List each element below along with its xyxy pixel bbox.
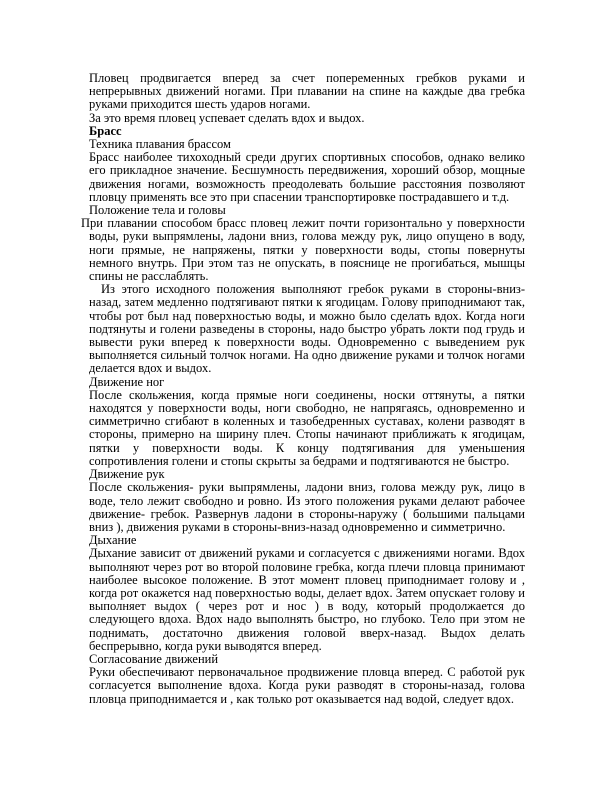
subheading-leg-movement: Движение ног xyxy=(89,374,165,389)
subheading-breathing: Дыхание xyxy=(89,533,137,548)
paragraph-coordination: Руки обеспечивают первоначальное продвижение пловца вперед. С работой рук согласуется выполнение вдоха. Когда руки разводят в стороны-назад, голова пловца приподнимается и , как только рот оказывается над водой, следует вдох. xyxy=(89,665,525,706)
paragraph-technique: Брасс наиболее тихоходный среди других спортивных способов, однако велико его прикладное значение. Бесшумность передвижения, хороший обзор, мощные движения ногами, возможность преодолевать большие расстояния позволяют пловцу применять все это при спасении транспортировке пострадавшего и т.д. xyxy=(89,150,525,204)
paragraph-starting-position: Из этого исходного положения выполняют гребок руками в стороны-вниз-назад, затем медленно подтягивают пятки к ягодицам. Голову приподнимают так, чтобы рот был над поверхностью воды, и можно было сделать вдох. Когда ноги подтянуты и голени разведены в стороны, надо быстро убрать локти под грудь и вывести руки вперед к поверхности воды. Одновременно с выведением рук выполняется сильный толчок ногами. На одно движение руками и толчок ногами делается вдох и выдох. xyxy=(89,282,525,376)
paragraph-arm-movement: После скольжения- руки выпрямлены, ладони вниз, голова между рук, лицо в воде, тело лежит свободно и ровно. Из этого положения руками делают рабочее движение- гребок. Развернув ладони в стороны-наружу ( большими пальцами вниз ), движения руками в стороны-вниз-назад одновременно и симметрично. xyxy=(89,480,525,534)
paragraph-backstroke-breathing: За это время пловец успевает сделать вдох и выдох. xyxy=(89,110,365,125)
section-heading-breaststroke: Брасс xyxy=(89,123,122,138)
subheading-body-position: Положение тела и головы xyxy=(89,203,226,218)
paragraph-breathing: Дыхание зависит от движений руками и согласуется с движениями ногами. Вдох выполняют через рот во второй половине гребка, когда плечи пловца принимают наиболее высокое положение. В этот момент пловец приподнимает голову и , когда рот окажется над поверхностью воды, делает вдох. Затем опускает голову и выполняет выдох ( через рот и нос ) в воду, который продолжается до следующего вдоха. Вдох надо выполнять быстро, но глубоко. Тело при этом не поднимать, достаточно движения головой вверх-назад. Выдох делать беспрерывно, когда руки выводятся вперед. xyxy=(89,546,525,653)
paragraph-body-position: При плавании способом брасс пловец лежит почти горизонтально у поверхности воды, руки выпрямлены, ладони вниз, голова между рук, лицо опущено в воду, ноги прямые, не напряжены, пятки у поверхности воды, стопы повернуты немного внутрь. При этом таз не опускать, в пояснице не прогибаться, мышцы спины не расслаблять. xyxy=(81,216,525,284)
document-page xyxy=(81,71,525,706)
subheading-arm-movement: Движение рук xyxy=(89,467,165,482)
subheading-technique: Техника плавания брассом xyxy=(89,137,231,152)
paragraph-backstroke-intro: Пловец продвигается вперед за счет попеременных гребков руками и непрерывных движений ногами. При плавании на спине на каждые два гребка руками приходится шесть ударов ногами. xyxy=(89,71,525,112)
paragraph-leg-movement: После скольжения, когда прямые ноги соединены, носки оттянуты, а пятки находятся у поверхности воды, ноги свободно, не напрягаясь, одновременно и симметрично сгибают в коленных и тазобедренных суставах, колени разводят в стороны, примерно на ширину плеч. Стопы начинают приближать к ягодицам, пятки у поверхности воды. К концу подтягивания для уменьшения сопротивления голени и стопы скрыты за бедрами и подтягиваются не быстро. xyxy=(89,387,525,468)
subheading-coordination: Согласование движений xyxy=(89,651,219,666)
